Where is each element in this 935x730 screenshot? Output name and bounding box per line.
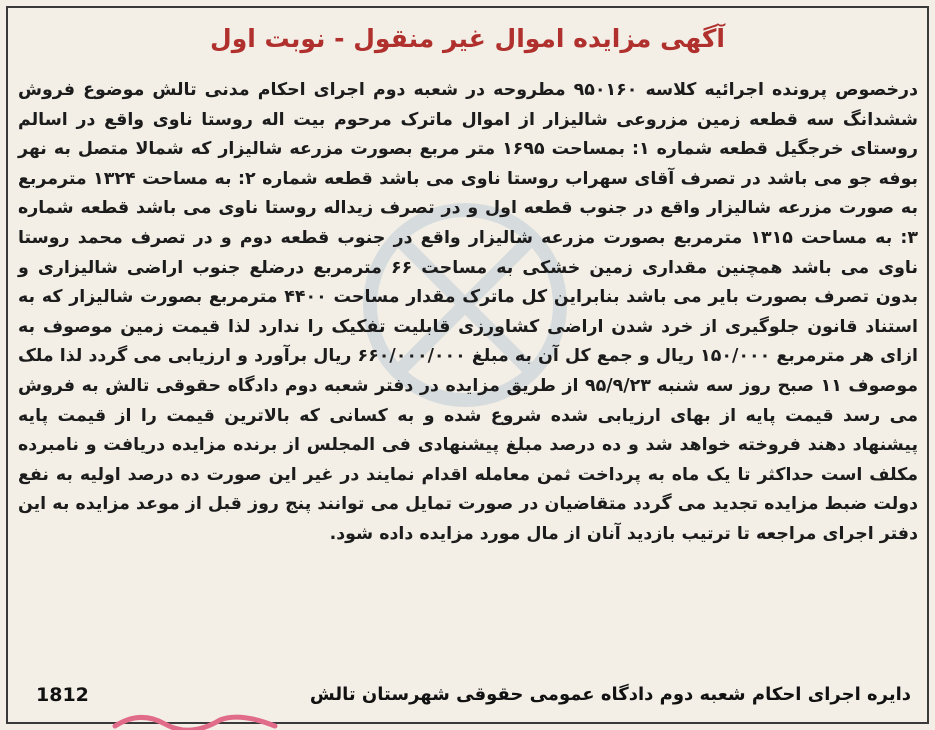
notice-title: آگهی مزایده اموال غیر منقول - نوبت اول [210,24,725,53]
notice-footer [0,680,935,720]
issuing-office: دایره اجرای احکام شعبه دوم دادگاه عمومی حقوقی شهرستان تالش [309,684,911,705]
notice-code: 1812 [36,684,89,706]
notice-body: درخصوص پرونده اجرائیه کلاسه ۹۵۰۱۶۰ مطروحه در شعبه دوم اجرای احکام مدنی تالش موضوع فروش ششدانگ سه قطعه زمین مزروعی شالیزار از اموال ماترک مرحوم بیت اله روستا ناوی واقع در اسالم روستای خرجگیل قطعه شماره ۱: بمساحت ۱۶۹۵ متر مربع بصورت مزرعه شالیزار که شمالا متصل به نهر بوفه جو می باشد در تصرف آقای سهراب روستا ناوی می باشد قطعه شماره ۲: به مساحت ۱۳۲۴ مترمربع به صورت مزرعه شالیزار واقع در جنوب قطعه اول و در تصرف زیداله روستا ناوی می باشد قطعه شماره ۳: به مساحت ۱۳۱۵ مترمربع بصورت مزرعه شالیزار واقع در جنوب قطعه دوم و در تصرف محمد روستا ناوی می باشد همچنین مقداری زمین خشکی به مساحت ۶۶ مترمربع درضلع جنوب اراضی شالیزاری و بدون تصرف بصورت بایر می باشد بنابراین کل ماترک مقدار مساحت ۴۴۰۰ مترمربع بصورت شالیزار که به استناد قانون جلوگیری از خرد شدن اراضی کشاورزی قابلیت تفکیک را ندارد لذا قیمت زمین موصوف به ازای هر مترمربع ۱۵۰/۰۰۰ ریال و جمع کل آن به مبلغ ۶۶۰/۰۰۰/۰۰۰ ریال برآورد و ارزیابی می گردد لذا ملک موصوف ۱۱ صبح روز سه شنبه ۹۵/۹/۲۳ از طریق مزایده در دفتر شعبه دوم دادگاه حقوقی تالش به فروش می رسد قیمت پایه از بهای ارزیابی شده شروع شده و به کسانی که بالاترین قیمت را از قیمت پایه پیشنهاد دهند فروخته خواهد شد و ده درصد مبلغ پیشنهادی فی المجلس از برنده مزایده دریافت و نامبرده مکلف است حداکثر تا یک ماه به پرداخت ثمن معامله اقدام نمایند در غیر این صورت ده درصد اولیه به نفع دولت ضبط مزایده تجدید می گردد متقاضیان در صورت تمایل می توانند پنج روز قبل از موعد مزایده به این دفتر اجرای مراجعه تا ترتیب بازدید آنان از مال مورد مزایده داده شود. [18,80,918,544]
